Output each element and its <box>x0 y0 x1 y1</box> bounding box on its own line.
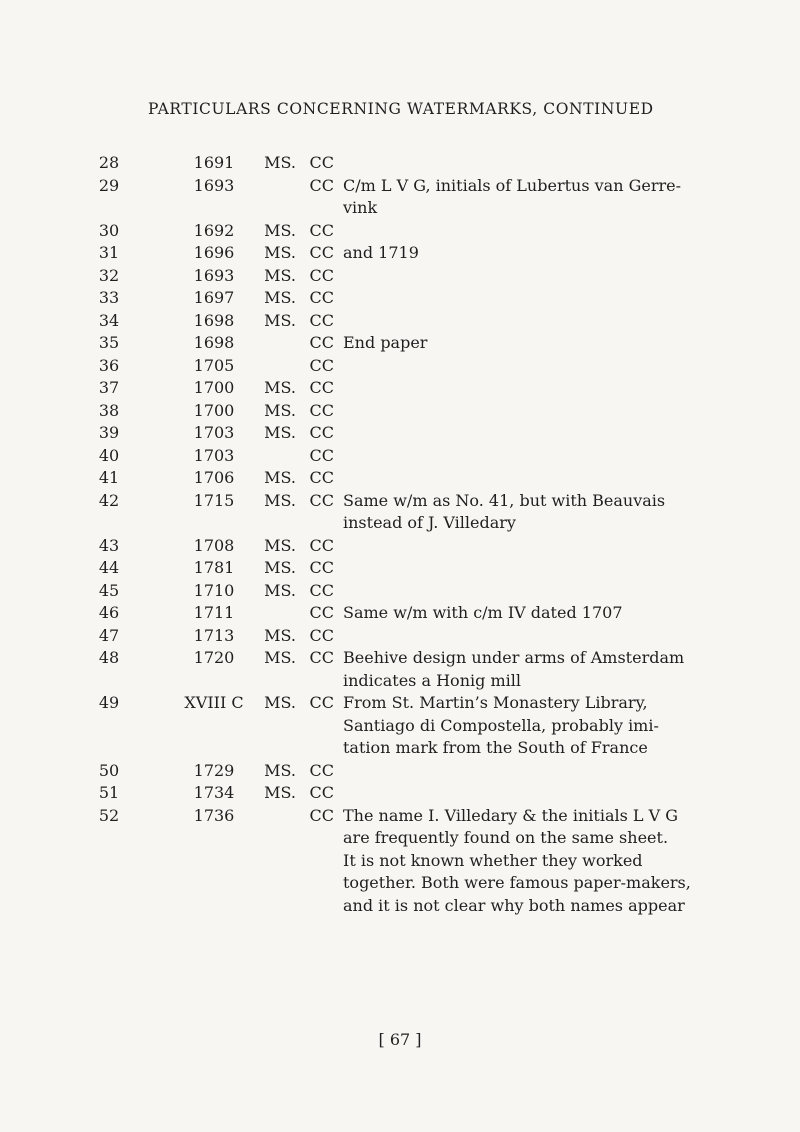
page-number: [ 67 ] <box>378 1030 422 1049</box>
entry-date: 1711 <box>193 603 235 622</box>
entry-cc: CC <box>309 580 334 600</box>
table-row <box>0 355 800 378</box>
entry-note <box>343 782 698 805</box>
entry-cc: CC <box>309 333 334 352</box>
entry-ms: MS. <box>264 423 296 442</box>
entry-ms: MS. <box>264 580 296 600</box>
entry-cc: CC <box>309 423 334 442</box>
entry-cc: CC <box>309 535 334 555</box>
table-row <box>0 782 800 805</box>
table-row <box>0 242 800 265</box>
table-row <box>0 692 800 760</box>
table-row <box>0 490 800 535</box>
entry-note <box>343 220 698 243</box>
entry-number: 44 <box>98 558 120 577</box>
entry-note <box>343 760 698 783</box>
entry-date: 1700 <box>193 378 235 397</box>
entry-number: 45 <box>98 580 120 600</box>
watermark-table <box>0 152 800 917</box>
entry-number: 52 <box>98 805 120 825</box>
note-line: and 1719 <box>343 243 419 262</box>
table-row <box>0 535 800 558</box>
entry-note <box>343 625 698 648</box>
table-row <box>0 602 800 625</box>
entry-ms: MS. <box>264 288 296 307</box>
entry-note <box>343 490 698 535</box>
entry-number: 35 <box>98 333 120 352</box>
entry-cc: CC <box>309 783 334 802</box>
table-row <box>0 557 800 580</box>
entry-number: 32 <box>98 265 120 285</box>
entry-number: 34 <box>98 310 120 330</box>
entry-date: 1696 <box>193 243 235 262</box>
entry-ms: MS. <box>264 243 296 262</box>
table-row <box>0 422 800 445</box>
entry-date: 1705 <box>193 355 235 375</box>
entry-date: 1720 <box>193 648 235 667</box>
entry-cc: CC <box>309 243 334 262</box>
note-line: vink <box>343 198 378 217</box>
entry-cc: CC <box>309 378 334 397</box>
entry-cc: CC <box>309 400 334 420</box>
entry-note <box>343 557 698 580</box>
entry-date: 1713 <box>193 625 235 645</box>
table-row <box>0 467 800 490</box>
entry-cc: CC <box>309 265 334 285</box>
entry-note <box>343 445 698 468</box>
entry-cc: CC <box>309 603 334 622</box>
table-row <box>0 400 800 423</box>
entry-note <box>343 242 698 265</box>
entry-cc: CC <box>309 805 334 825</box>
entry-ms: MS. <box>264 760 296 780</box>
note-line: are frequently found on the same sheet. <box>343 828 669 847</box>
entry-cc: CC <box>309 490 334 510</box>
entry-note <box>343 422 698 445</box>
entry-number: 28 <box>98 153 120 172</box>
entry-date: 1703 <box>193 423 235 442</box>
entry-number: 46 <box>98 603 120 622</box>
entry-number: 51 <box>98 783 120 802</box>
entry-note <box>343 265 698 288</box>
entry-note <box>343 602 698 625</box>
table-row <box>0 152 800 175</box>
entry-number: 37 <box>98 378 120 397</box>
entry-note <box>343 310 698 333</box>
entry-date: 1692 <box>193 220 235 240</box>
entry-ms: MS. <box>264 378 296 397</box>
page-header: PARTICULARS CONCERNING WATERMARKS, CONTINUED <box>148 100 654 118</box>
entry-ms: MS. <box>264 490 296 510</box>
entry-date: 1729 <box>193 760 235 780</box>
table-row <box>0 377 800 400</box>
note-line: indicates a Honig mill <box>343 670 521 690</box>
entry-number: 31 <box>98 243 120 262</box>
entry-cc: CC <box>309 288 334 307</box>
table-row <box>0 580 800 603</box>
entry-number: 49 <box>98 693 120 712</box>
entry-number: 41 <box>98 468 120 487</box>
entry-date: 1781 <box>193 558 235 577</box>
table-row <box>0 760 800 783</box>
entry-ms: MS. <box>264 558 296 577</box>
entry-note <box>343 400 698 423</box>
entry-ms: MS. <box>264 468 296 487</box>
note-line: Same w/m as No. 41, but with Beauvais <box>343 490 666 510</box>
entry-ms: MS. <box>264 400 296 420</box>
entry-cc: CC <box>309 153 334 172</box>
entry-date: 1708 <box>193 535 235 555</box>
note-line: End paper <box>343 333 428 352</box>
entry-number: 33 <box>98 288 120 307</box>
note-line: tation mark from the South of France <box>343 738 648 757</box>
entry-cc: CC <box>309 693 334 712</box>
entry-number: 43 <box>98 535 120 555</box>
entry-cc: CC <box>309 558 334 577</box>
table-row <box>0 332 800 355</box>
entry-cc: CC <box>309 760 334 780</box>
entry-date: 1691 <box>193 153 235 172</box>
entry-note <box>343 355 698 378</box>
entry-cc: CC <box>309 175 334 195</box>
entry-date: 1734 <box>193 783 235 802</box>
table-row <box>0 647 800 692</box>
entry-number: 47 <box>98 625 120 645</box>
table-row <box>0 625 800 648</box>
entry-ms: MS. <box>264 265 296 285</box>
entry-date: 1700 <box>193 400 235 420</box>
note-line: C/m L V G, initials of Lubertus van Gerre- <box>343 175 682 195</box>
entry-date: 1710 <box>193 580 235 600</box>
entry-ms: MS. <box>264 220 296 240</box>
entry-ms: MS. <box>264 783 296 802</box>
entry-cc: CC <box>309 310 334 330</box>
table-row <box>0 310 800 333</box>
entry-number: 40 <box>98 445 120 465</box>
entry-ms: MS. <box>264 648 296 667</box>
entry-number: 48 <box>98 648 120 667</box>
entry-number: 42 <box>98 490 120 510</box>
entry-date: 1736 <box>193 805 235 825</box>
entry-number: 39 <box>98 423 120 442</box>
note-line: Santiago di Compostella, probably imi- <box>343 715 659 735</box>
entry-note <box>343 692 698 760</box>
note-line: From St. Martin’s Monastery Library, <box>343 693 648 712</box>
note-line: It is not known whether they worked <box>343 850 643 870</box>
entry-date: 1693 <box>193 265 235 285</box>
note-line: instead of J. Villedary <box>343 513 516 532</box>
entry-note <box>343 332 698 355</box>
entry-cc: CC <box>309 355 334 375</box>
entry-cc: CC <box>309 648 334 667</box>
entry-note <box>343 175 698 220</box>
entry-date: XVIII C <box>184 693 244 712</box>
entry-date: 1698 <box>193 310 235 330</box>
note-line: The name I. Villedary & the initials L V G <box>343 805 679 825</box>
table-row <box>0 805 800 918</box>
entry-cc: CC <box>309 445 334 465</box>
entry-note <box>343 647 698 692</box>
entry-note <box>343 287 698 310</box>
table-row <box>0 445 800 468</box>
entry-cc: CC <box>309 220 334 240</box>
table-row <box>0 220 800 243</box>
entry-date: 1693 <box>193 175 235 195</box>
entry-cc: CC <box>309 468 334 487</box>
note-line: together. Both were famous paper-makers, <box>343 873 691 892</box>
entry-ms: MS. <box>264 153 296 172</box>
entry-note <box>343 580 698 603</box>
entry-date: 1715 <box>193 490 235 510</box>
entry-note <box>343 467 698 490</box>
table-row <box>0 265 800 288</box>
entry-number: 36 <box>98 355 120 375</box>
entry-number: 38 <box>98 400 120 420</box>
entry-number: 50 <box>98 760 120 780</box>
entry-number: 29 <box>98 175 120 195</box>
entry-date: 1703 <box>193 445 235 465</box>
entry-note <box>343 805 698 918</box>
entry-ms: MS. <box>264 693 296 712</box>
entry-date: 1706 <box>193 468 235 487</box>
entry-ms: MS. <box>264 535 296 555</box>
entry-cc: CC <box>309 625 334 645</box>
entry-ms: MS. <box>264 625 296 645</box>
note-line: Beehive design under arms of Amsterdam <box>343 648 685 667</box>
entry-note <box>343 152 698 175</box>
note-line: Same w/m with c/m IV dated 1707 <box>343 603 623 622</box>
entry-number: 30 <box>98 220 120 240</box>
note-line: and it is not clear why both names appear <box>343 895 685 915</box>
entry-note <box>343 377 698 400</box>
entry-date: 1697 <box>193 288 235 307</box>
entry-ms: MS. <box>264 310 296 330</box>
entry-date: 1698 <box>193 333 235 352</box>
table-row <box>0 175 800 220</box>
table-row <box>0 287 800 310</box>
entry-note <box>343 535 698 558</box>
